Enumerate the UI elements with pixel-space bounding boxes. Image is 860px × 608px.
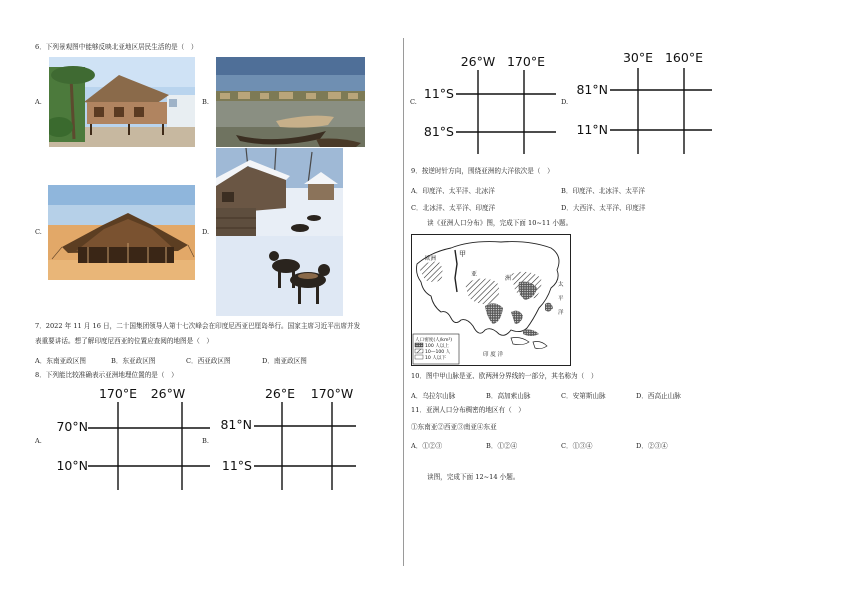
q10-11-read-instruction: 读《亚洲人口分布》图，完成下面 10~11 小题。: [427, 219, 573, 227]
q10-option-b[interactable]: B．高加索山脉: [486, 392, 531, 400]
q9-stem: 9．按逆时针方向，围绕亚洲的大洋依次是（ ）: [411, 167, 554, 175]
q8-stem: 8．下列能比较准确表示亚洲地理位置的是（ ）: [35, 371, 178, 379]
grid-c-top-left: 26°W: [460, 54, 496, 69]
q8-option-c-label[interactable]: C.: [410, 98, 417, 106]
grid-d-top-right: 160°E: [664, 50, 704, 65]
photo-tropical-stilt-house: [49, 57, 195, 147]
q8-grid-c: [420, 50, 560, 158]
map-label-europe: 欧洲: [425, 256, 437, 262]
column-divider: [403, 38, 404, 566]
q6-option-d-label[interactable]: D.: [202, 228, 210, 236]
q10-option-c[interactable]: C．安第斯山脉: [561, 392, 606, 400]
q6-option-c-label[interactable]: C.: [35, 228, 42, 236]
grid-a-left-bottom: 10°N: [56, 458, 88, 473]
q12-14-read-instruction: 读图，完成下面 12~14 小题。: [427, 473, 520, 481]
q7-option-a[interactable]: A．东南亚政区图: [35, 357, 86, 365]
grid-b-top-right: 170°W: [310, 386, 354, 401]
q6-option-a-label[interactable]: A.: [35, 98, 42, 106]
q8-option-a-label[interactable]: A.: [35, 437, 42, 445]
q7-stem-line2: 表重要讲话。想了解印度尼西亚的位置应查阅的地图是（ ）: [35, 337, 214, 345]
q8-grid-d: [572, 46, 716, 158]
grid-b-top-left: 26°E: [264, 386, 296, 401]
photo-sled-dogs-snow: [216, 148, 343, 316]
q11-stem: 11．亚洲人口分布稠密的地区有（ ）: [411, 406, 525, 414]
grid-a-top-left: 170°E: [98, 386, 138, 401]
q11-choices: ①东南亚②西亚③南亚④东亚: [411, 423, 497, 431]
map-label-tai: 太: [558, 282, 564, 288]
grid-c-top-right: 170°E: [506, 54, 546, 69]
q6-option-b-label[interactable]: B.: [202, 98, 209, 106]
map-label-indian-ocean: 印 度 洋: [483, 352, 503, 358]
legend-item-low: 10 人以下: [425, 356, 447, 361]
q7-option-c[interactable]: C．西亚政区图: [186, 357, 231, 365]
q7-stem-line1: 7．2022 年 11 月 16 日，二十国集团领导人第十七次峰会在印度尼西亚巴厘岛举行。国家主席习近平出席并发: [35, 322, 361, 330]
q6-stem: 6．下列景观图中能够反映北亚地区居民生活的是（ ）: [35, 43, 198, 51]
map-label-zhou: 洲: [505, 275, 512, 282]
grid-c-left-top: 11°S: [423, 86, 454, 101]
q7-option-b[interactable]: B．东亚政区图: [111, 357, 156, 365]
grid-c-left-bottom: 81°S: [423, 124, 454, 139]
q10-option-d[interactable]: D．西高止山脉: [636, 392, 681, 400]
q11-option-a[interactable]: A．①②③: [411, 442, 443, 450]
asia-population-map: [411, 234, 571, 366]
q9-option-c[interactable]: C．北冰洋、太平洋、印度洋: [411, 204, 496, 212]
legend-title: 人口密度(人/km²): [415, 338, 453, 343]
q10-stem: 10．图中甲山脉是亚、欧两洲分界线的一部分，其名称为（ ）: [411, 372, 598, 380]
q9-option-b[interactable]: B．印度洋、北冰洋、太平洋: [561, 187, 645, 195]
q11-option-d[interactable]: D．②③④: [636, 442, 668, 450]
photo-water-village-boats: [216, 57, 365, 147]
grid-a-left-top: 70°N: [56, 419, 88, 434]
q8-option-b-label[interactable]: B.: [202, 437, 209, 445]
q10-option-a[interactable]: A．乌拉尔山脉: [411, 392, 456, 400]
grid-d-left-bottom: 11°N: [576, 122, 608, 137]
grid-d-left-top: 81°N: [576, 82, 608, 97]
grid-b-left-top: 81°N: [220, 417, 252, 432]
q8-grid-a: [54, 382, 214, 494]
map-label-yang: 洋: [558, 310, 564, 316]
map-label-asia: 亚: [471, 271, 478, 278]
photo-desert-tent: [48, 185, 195, 280]
legend-item-high: 100 人以上: [425, 344, 450, 349]
q8-grid-b: [214, 382, 374, 494]
q9-option-d[interactable]: D．大西洋、太平洋、印度洋: [561, 204, 646, 212]
grid-d-top-left: 30°E: [622, 50, 654, 65]
map-label-jia: 甲: [459, 250, 466, 258]
legend-item-mid: 10—100 人: [425, 350, 451, 355]
q11-option-b[interactable]: B．①②④: [486, 442, 518, 450]
grid-b-left-bottom: 11°S: [221, 458, 252, 473]
q11-option-c[interactable]: C．①③④: [561, 442, 593, 450]
q7-option-d[interactable]: D．南亚政区图: [262, 357, 307, 365]
map-label-ping: 平: [558, 296, 564, 302]
grid-a-top-right: 26°W: [150, 386, 186, 401]
q8-option-d-label[interactable]: D.: [561, 98, 569, 106]
q9-option-a[interactable]: A．印度洋、太平洋、北冰洋: [411, 187, 495, 195]
